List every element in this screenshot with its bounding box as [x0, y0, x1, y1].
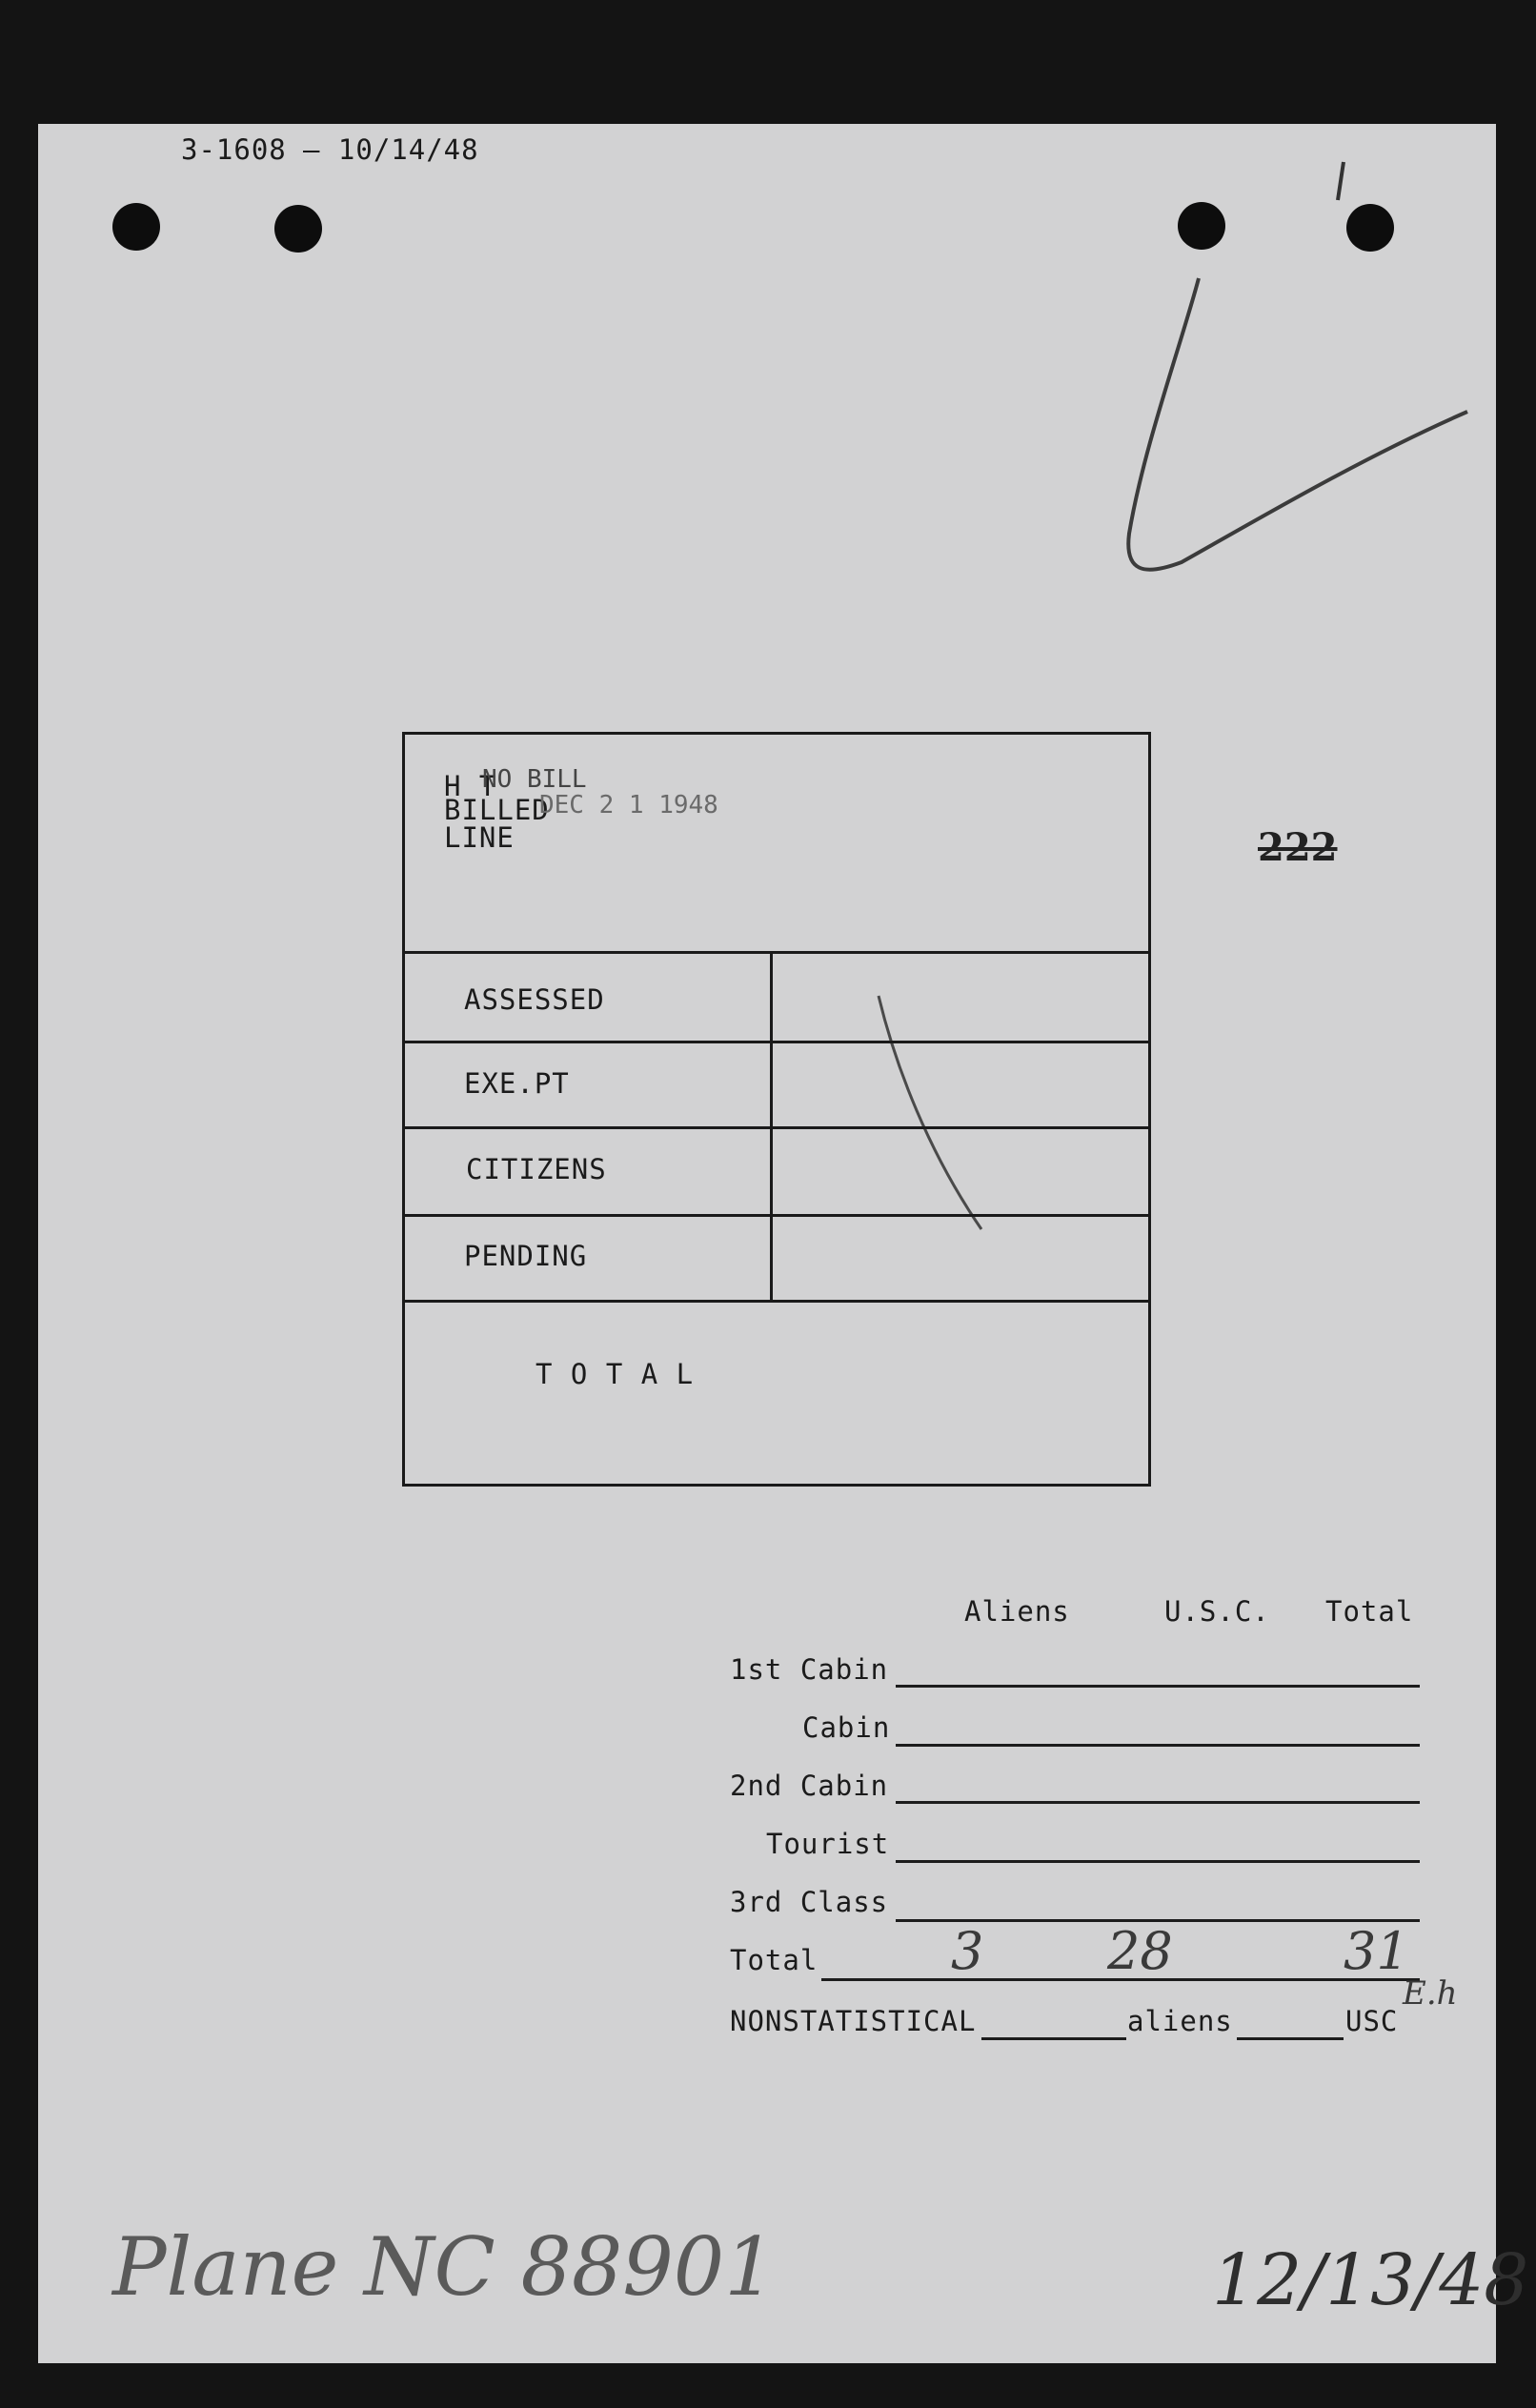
category-assessed: ASSESSED: [464, 983, 605, 1016]
category-exempt: EXE.PT: [464, 1067, 570, 1100]
blank-nonstat-usc: [1237, 2037, 1344, 2040]
page-number: 222: [1258, 825, 1338, 870]
row-cabin: Cabin: [802, 1711, 891, 1744]
box-line-3: LINE: [444, 821, 515, 854]
box-divider-3: [405, 1214, 1148, 1217]
nonstatistical-aliens: aliens: [1127, 2005, 1233, 2037]
box-divider-1: [405, 1041, 1148, 1043]
total-usc-value: 28: [1107, 1921, 1173, 1981]
col-usc: U.S.C.: [1164, 1595, 1270, 1628]
row-2nd-cabin: 2nd Cabin: [730, 1770, 889, 1802]
row-tourist: Tourist: [766, 1828, 890, 1860]
nonstatistical-label: NONSTATISTICAL: [730, 2005, 977, 2037]
col-aliens: Aliens: [964, 1595, 1070, 1628]
category-citizens: CITIZENS: [466, 1153, 607, 1185]
box-divider-2: [405, 1126, 1148, 1129]
blank-1st-cabin: [896, 1685, 1420, 1688]
total-aliens-value: 3: [951, 1921, 984, 1981]
total-label: T O T A L: [536, 1358, 695, 1390]
box-column-divider: [770, 951, 773, 1300]
row-1st-cabin: 1st Cabin: [730, 1653, 889, 1686]
blank-nonstat-aliens: [981, 2037, 1126, 2040]
box-divider-4: [405, 1300, 1148, 1303]
billing-box: [402, 732, 1151, 1487]
blank-tourist: [896, 1860, 1420, 1863]
box-line-2: BILLED: [444, 794, 550, 826]
row-total: Total: [730, 1944, 819, 1976]
plane-note: Plane NC 88901: [112, 2220, 776, 2314]
blank-cabin: [896, 1744, 1420, 1747]
box-line-1: H T: [444, 770, 497, 802]
blank-2nd-cabin: [896, 1801, 1420, 1804]
col-total: Total: [1325, 1595, 1414, 1628]
row-3rd-class: 3rd Class: [730, 1886, 889, 1918]
no-bill-stamp: NO BILL: [482, 765, 587, 794]
stamp-date: DEC 2 1 1948: [539, 791, 718, 820]
category-pending: PENDING: [464, 1240, 588, 1272]
nonstatistical-usc: USC: [1345, 2005, 1399, 2037]
ref-date: — 10/14/48: [303, 133, 479, 166]
total-total-value: 31: [1344, 1921, 1409, 1981]
ref-number: 3-1608: [181, 133, 287, 166]
clerk-initials: E.h: [1403, 1974, 1458, 2013]
box-divider-top: [405, 951, 1148, 954]
handwritten-date: 12/13/48: [1212, 2239, 1529, 2321]
